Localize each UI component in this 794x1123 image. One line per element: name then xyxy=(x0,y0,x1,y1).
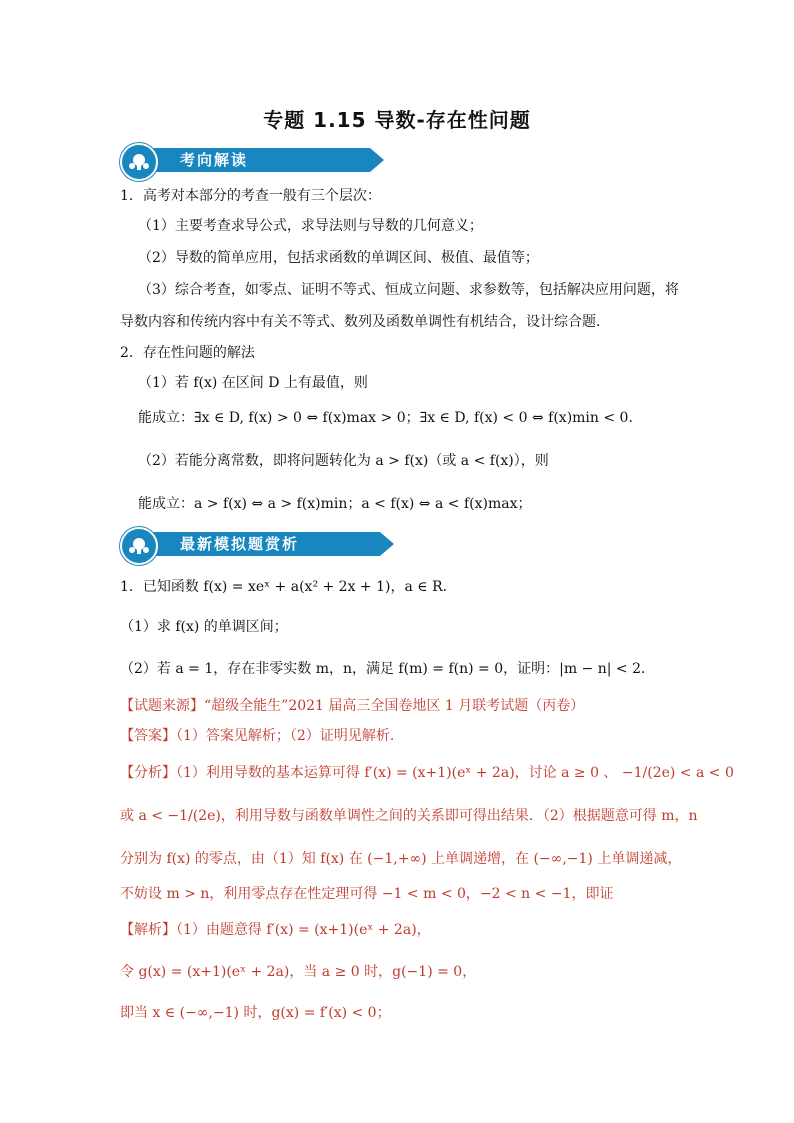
analysis-line-2: 或 a < −1/(2e)，利用导数与函数单调性之间的关系即可得出结果．（2）根据题意可得 m，n xyxy=(120,808,698,824)
analysis-line-4: 不妨设 m > n，利用零点存在性定理可得 −1 < m < 0，−2 < n < −1，即证 xyxy=(120,886,614,902)
analysis-line-3: 分别为 f(x) 的零点，由（1）知 f(x) 在 (−1,+∞) 上单调递增，在 (−∞,−1) 上单调递减， xyxy=(120,851,682,867)
sec1-line-4: （3）综合考查，如零点、证明不等式、恒成立问题、求参数等，包括解决应用问题，将 xyxy=(138,282,679,298)
sec1-line-7: （1）若 f(x) 在区间 D 上有最值，则 xyxy=(138,375,368,391)
banner-label: 考向解读 xyxy=(138,148,370,172)
solution-line-1: 【解析】（1）由题意得 f′(x) = (x+1)(eˣ + 2a)， xyxy=(120,922,431,938)
solution-line-2: 令 g(x) = (x+1)(eˣ + 2a)，当 a ≥ 0 时，g(−1) = 0， xyxy=(120,964,477,980)
sec1-line-9: （2）若能分离常数，即将问题转化为 a > f(x)（或 a < f(x)），则 xyxy=(138,453,549,469)
question-line-1: 1．已知函数 f(x) = xeˣ + a(x² + 2x + 1)，a ∈ R． xyxy=(120,579,457,595)
solution-line-3: 即当 x ∈ (−∞,−1) 时，g(x) = f′(x) < 0； xyxy=(120,1005,391,1021)
question-line-2: （1）求 f(x) 的单调区间； xyxy=(120,619,288,635)
sec1-line-2: （1）主要考查求导公式，求导法则与导数的几何意义； xyxy=(138,218,483,234)
page-title: 专题 1.15 导数-存在性问题 xyxy=(263,108,531,132)
answer-line: 【答案】（1）答案见解析；（2）证明见解析． xyxy=(120,728,404,744)
bulb-icon xyxy=(120,527,158,565)
sec1-line-6: 2．存在性问题的解法 xyxy=(120,345,255,361)
sec1-line-8: 能成立：∃x ∈ D, f(x) > 0 ⇔ f(x)max > 0；∃x ∈ D, f(x) < 0 ⇔ f(x)min < 0． xyxy=(138,410,643,426)
sec1-line-3: （2）导数的简单应用，包括求函数的单调区间、极值、最值等； xyxy=(138,250,539,266)
bulb-icon xyxy=(120,143,158,181)
banner-label: 最新模拟题赏析 xyxy=(138,532,380,556)
sec1-line-1: 1．高考对本部分的考查一般有三个层次： xyxy=(120,188,381,204)
question-line-3: （2）若 a = 1，存在非零实数 m，n，满足 f(m) = f(n) = 0，证明：|m − n| < 2． xyxy=(120,661,655,677)
sec1-line-5: 导数内容和传统内容中有关不等式、数列及函数单调性有机结合，设计综合题． xyxy=(120,314,610,330)
source-line: 【试题来源】“超级全能生”2021 届高三全国卷地区 1 月联考试题（丙卷） xyxy=(120,698,585,714)
analysis-line-1: 【分析】（1）利用导数的基本运算可得 f′(x) = (x+1)(eˣ + 2a)，讨论 a ≥ 0 、 −1/(2e) < a < 0 xyxy=(120,765,734,781)
sec1-line-10: 能成立：a > f(x) ⇔ a > f(x)min；a < f(x) ⇔ a < f(x)max； xyxy=(138,496,532,512)
